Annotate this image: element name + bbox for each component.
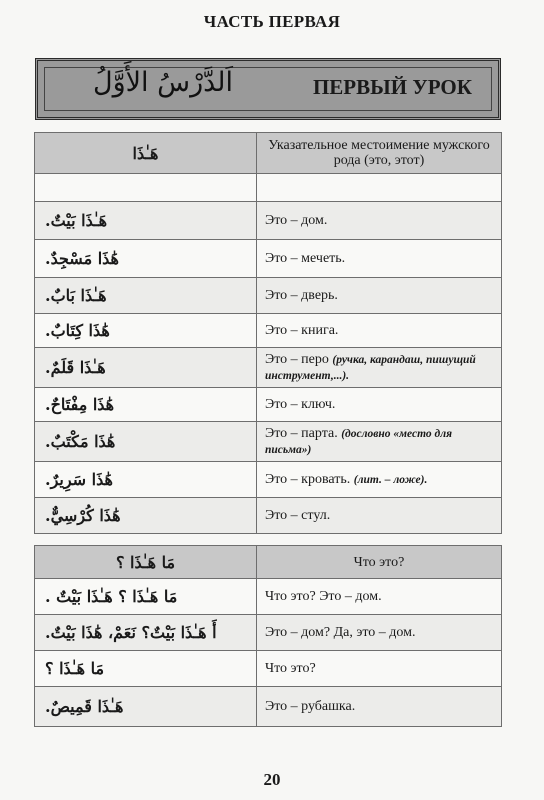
translation-text: Это – перо — [265, 351, 329, 367]
arabic-phrase: هَٰذَا كُرْسِيٌّ. — [35, 498, 257, 533]
russian-translation: Что это? Это – дом. — [265, 589, 382, 604]
translation-note: (дословно «место для письма») — [265, 427, 453, 456]
table1-header-russian: Указательное местоимение мужского рода (это, этот) — [268, 138, 490, 168]
table1-row — [34, 278, 502, 314]
arabic-phrase: هَٰذَا كِتَابٌ. — [35, 314, 257, 347]
page-number: 20 — [263, 770, 281, 789]
table1-spacer-cell — [257, 174, 501, 201]
table1-row — [34, 348, 502, 388]
table1-row — [34, 462, 502, 498]
table1-row — [34, 388, 502, 422]
table2-header-arabic: مَا هَـٰذَا ؟ — [35, 546, 257, 578]
arabic-phrase: هَٰذَا مَكْتَبٌ. — [35, 422, 257, 461]
arabic-phrase: مَا هَـٰذَا ؟ هَـٰذَا بَيْتٌ . — [35, 579, 257, 614]
russian-translation: Это – книга. — [265, 323, 339, 338]
lesson-title: ПЕРВЫЙ УРОК — [312, 75, 472, 99]
arabic-phrase: هَـٰذَا قَمِيصٌ. — [35, 687, 257, 726]
table1-row — [34, 422, 502, 462]
table2-header-russian: Что это? — [353, 554, 405, 570]
lesson-title-arabic: اَلدَّرْسُ الأَوَّلُ — [92, 67, 234, 98]
arabic-phrase: هَـٰذَا بَابٌ. — [35, 278, 257, 313]
russian-translation: Это – ключ. — [265, 397, 336, 412]
table1-spacer-row — [34, 174, 502, 202]
russian-translation — [257, 462, 501, 497]
arabic-phrase: هَٰذَا سَرِيرٌ. — [35, 462, 257, 497]
table1-row — [34, 314, 502, 348]
russian-translation: Это – дверь. — [265, 288, 338, 303]
table2-header — [34, 545, 502, 579]
table2-row — [34, 651, 502, 687]
translation-note: (лит. – ложе). — [353, 473, 428, 486]
table1-row — [34, 240, 502, 278]
table1-row — [34, 202, 502, 240]
table2-row — [34, 579, 502, 615]
table1-header — [34, 132, 502, 174]
table1-spacer-cell — [35, 174, 257, 201]
arabic-phrase: أَ هَـٰذَا بَيْتٌ؟ نَعَمْ، هَٰذَا بَيْتٌ. — [35, 615, 257, 650]
translation-text: Это – парта. — [265, 425, 338, 441]
arabic-phrase: هَـٰذَا قَلَمٌ. — [35, 348, 257, 387]
arabic-phrase: مَا هَـٰذَا ؟ — [35, 651, 257, 686]
table1-row — [34, 498, 502, 534]
arabic-phrase: هَـٰذَا بَيْتٌ. — [35, 202, 257, 239]
russian-translation: Это – мечеть. — [265, 251, 346, 266]
russian-translation: Это – стул. — [265, 508, 331, 523]
arabic-phrase: هَٰذَا مِفْتَاحٌ. — [35, 388, 257, 421]
russian-translation — [257, 422, 501, 461]
table2-row — [34, 615, 502, 651]
arabic-phrase: هَٰذَا مَسْجِدٌ. — [35, 240, 257, 277]
lesson-banner — [35, 58, 501, 120]
table2-row — [34, 687, 502, 727]
russian-translation — [257, 348, 501, 387]
part-title: ЧАСТЬ ПЕРВАЯ — [203, 12, 341, 31]
russian-translation: Это – дом. — [265, 213, 328, 228]
table1-header-arabic: هَـٰذَا — [35, 133, 257, 173]
russian-translation: Это – рубашка. — [265, 699, 356, 714]
russian-translation: Это – дом? Да, это – дом. — [265, 625, 416, 640]
translation-text: Это – кровать. — [265, 471, 351, 487]
translation-note: (ручка, карандаш, пишущий инструмент,...). — [265, 353, 476, 382]
russian-translation: Что это? — [265, 661, 316, 676]
